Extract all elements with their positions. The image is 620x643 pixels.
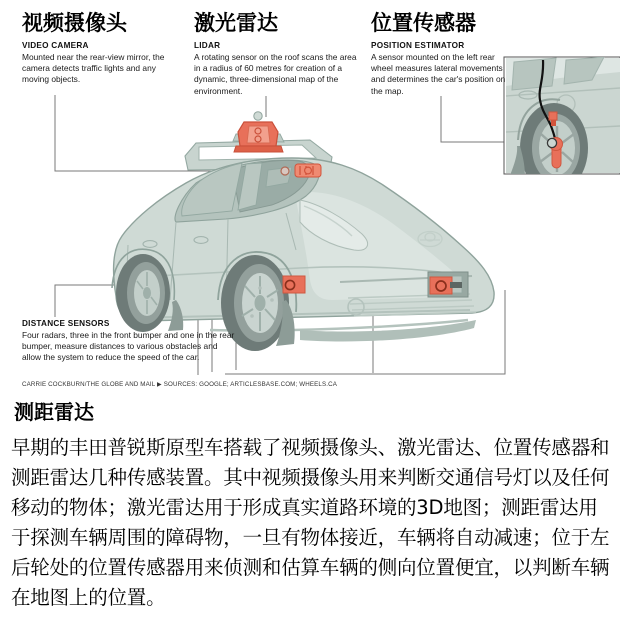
callout-lidar-cn-heading: 激光雷达 [194, 11, 278, 35]
callout-camera-en-body: Mounted near the rear-view mirror, the camera detects traffic lights and any moving objects. [22, 52, 165, 85]
toyota-prius-illustration [112, 112, 494, 351]
callout-distance-en-body: Four radars, three in the front bumper and one in the rear bumper, measure distances to various obstacles and allow the system to reduce the speed of the car. [22, 330, 235, 363]
callout-lidar-en-body: A rotating sensor on the roof scans the area in a radius of 60 metres for creation of a dynamic, three-dimensional map of the environment. [194, 52, 357, 96]
rear-wheel-inset-panel [504, 57, 620, 193]
callout-position-estimator [371, 10, 511, 97]
callout-video-camera [22, 10, 172, 86]
article-body: 早期的丰田普锐斯原型车搭载了视频摄像头、激光雷达、位置传感器和测距雷达几种传感装置。其中视频摄像头用来判断交通信号灯以及任何移动的物体；激光雷达用于形成真实道路环境的3D地图；测距雷达用于探测车辆周围的障碍物，一旦有物体接近，车辆将自动减速；位于左后轮处的位置传感器用来侦测和估算车辆的侧向位置便宜，以判断车辆在地图上的位置。 [11, 436, 610, 609]
callout-distance-sensors [22, 319, 237, 364]
inset-rear-window [512, 58, 556, 90]
callout-position-en-heading: POSITION ESTIMATOR [371, 41, 465, 50]
callout-position-en-body: A sensor mounted on the left rear wheel measures lateral movements and determines the car's position on the map. [371, 52, 506, 96]
callout-distance-en-heading: DISTANCE SENSORS [22, 319, 110, 328]
callout-position-cn-heading: 位置传感器 [371, 11, 476, 35]
article-section [0, 396, 620, 643]
callout-lidar [194, 10, 360, 97]
under-car-shadow [300, 320, 476, 342]
leader-position [441, 96, 504, 142]
side-fender-radar [283, 276, 305, 293]
front-bumper-radar [428, 272, 468, 297]
callout-camera-cn-heading: 视频摄像头 [22, 11, 127, 35]
callout-lidar-en-heading: LIDAR [194, 41, 221, 50]
lidar-rooftop-unit [234, 112, 283, 152]
callout-camera-en-heading: VIDEO CAMERA [22, 41, 89, 50]
article-title: 测距雷达 [14, 400, 94, 424]
credits-line: CARRIE COCKBURN/THE GLOBE AND MAIL ▶ SOURCES: GOOGLE; ARTICLESBASE.COM; WHEELS.CA [22, 381, 338, 388]
